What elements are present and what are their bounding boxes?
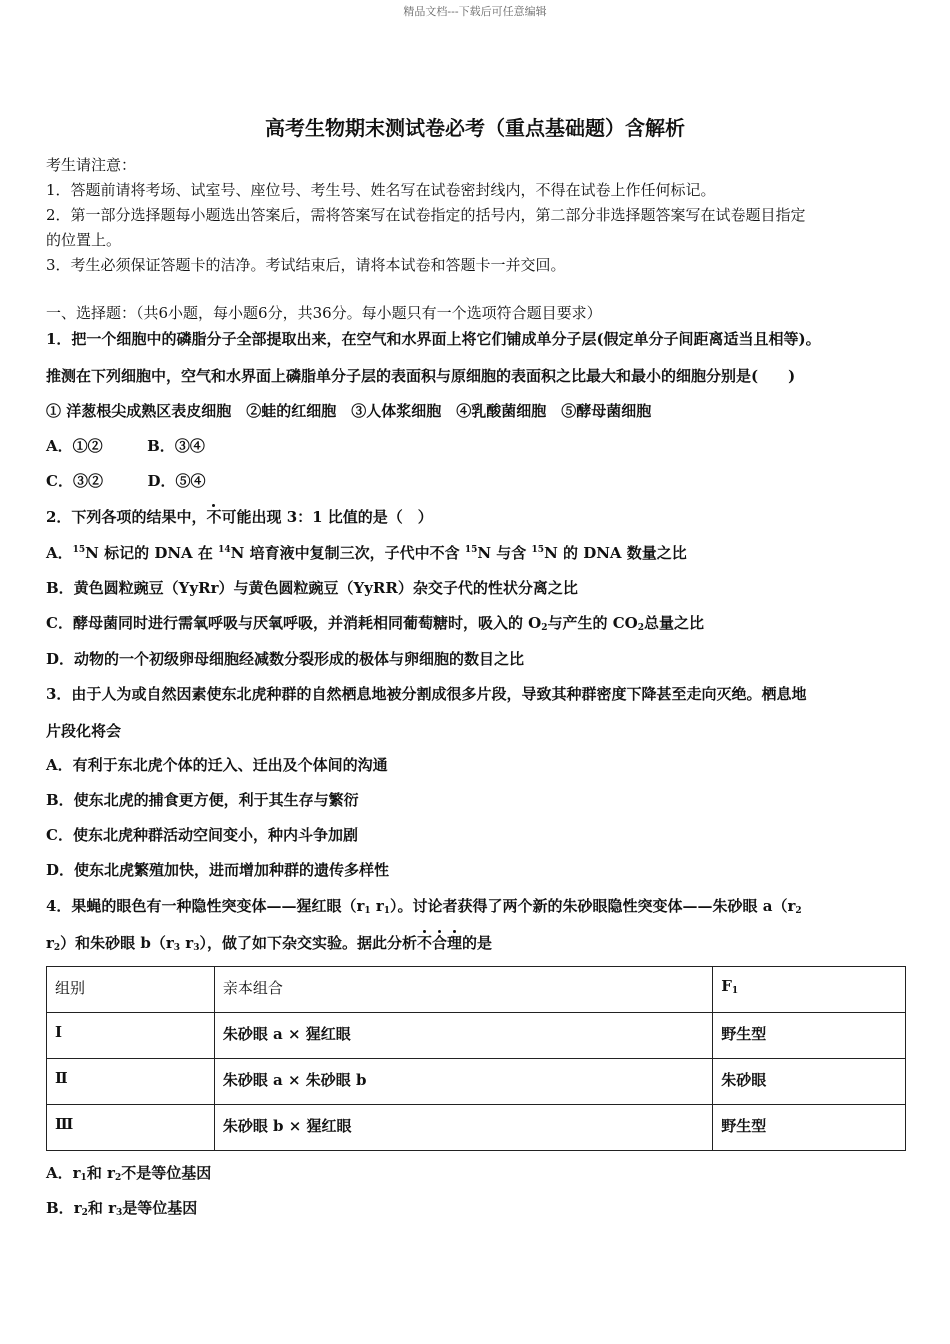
question-1-options-cd xyxy=(46,470,205,491)
question-3-option-d: D．使东北虎繁殖加快，进而增加种群的遗传多样性 xyxy=(46,861,390,879)
stem-text: r xyxy=(370,897,384,915)
table-cell: 朱砂眼 xyxy=(713,1059,906,1105)
document-title: 高考生物期末测试卷必考（重点基础题）含解析 xyxy=(265,116,685,140)
option-text: 是等位基因 xyxy=(122,1199,198,1217)
stem-text: 4．果蝇的眼色有一种隐性突变体——猩红眼（r xyxy=(46,897,365,915)
subscript: 2 xyxy=(81,1208,88,1218)
subscript: 3 xyxy=(116,1208,123,1218)
question-4-stem xyxy=(46,895,802,916)
option-c-label: C． xyxy=(46,472,73,490)
option-text: 和 r xyxy=(87,1199,116,1217)
subscript: 3 xyxy=(173,943,181,953)
notice-item-1: 1．答题前请将考场、试室号、座位号、考生号、姓名写在试卷密封线内，不得在试卷上作任何标记。 xyxy=(46,181,716,199)
question-4-stem-cont xyxy=(46,932,492,953)
option-text: 不是等位基因 xyxy=(121,1164,212,1182)
option-a-text: ①② xyxy=(72,437,103,455)
subscript: 1 xyxy=(383,906,390,916)
option-text: 总量之比 xyxy=(644,614,705,632)
option-text: 和 r xyxy=(86,1164,115,1182)
question-2-option-a xyxy=(46,542,687,563)
subscript: 2 xyxy=(637,623,644,633)
table-cell: Ⅲ xyxy=(47,1105,215,1151)
subscript: 2 xyxy=(53,943,61,953)
emphasis-char: 不 xyxy=(206,508,222,526)
subscript: 1 xyxy=(364,906,371,916)
emphasis-char: 理 xyxy=(447,934,463,952)
subscript: 1 xyxy=(731,986,739,996)
stem-text: 2．下列各项的结果中， xyxy=(46,508,207,526)
isotope-superscript: 15 xyxy=(531,545,545,555)
table-cell: 朱砂眼 a × 朱砂眼 b xyxy=(214,1059,712,1105)
question-3-option-b: B．使东北虎的捕食更方便，利于其生存与繁衍 xyxy=(46,791,359,809)
table-cell: 朱砂眼 a × 猩红眼 xyxy=(214,1013,712,1059)
notice-item-2-cont: 的位置上。 xyxy=(46,231,122,249)
question-2-option-b: B．黄色圆粒豌豆（YyRr）与黄色圆粒豌豆（YyRR）杂交子代的性状分离之比 xyxy=(46,579,578,597)
question-3-option-a: A．有利于东北虎个体的迁入、迁出及个体间的沟通 xyxy=(46,756,388,774)
option-a-label: A． xyxy=(46,437,73,455)
notice-item-3: 3．考生必须保证答题卡的洁净。考试结束后，请将本试卷和答题卡一并交回。 xyxy=(46,256,566,274)
option-text: N 的 DNA 数量之比 xyxy=(544,544,687,562)
question-4-option-a xyxy=(46,1162,211,1183)
header-parents: 亲本组合 xyxy=(214,967,712,1013)
section-heading: 一、选择题：（共6小题，每小题6分，共36分。每小题只有一个选项符合题目要求） xyxy=(46,304,602,322)
option-label: A． xyxy=(46,1164,73,1182)
option-b-text: ③④ xyxy=(174,437,205,455)
cross-experiment-table xyxy=(46,966,906,1151)
stem-text: r xyxy=(180,934,194,952)
question-3-option-c: C．使东北虎种群活动空间变小，种内斗争加剧 xyxy=(46,826,358,844)
subscript: 2 xyxy=(114,1173,122,1183)
subscript: 2 xyxy=(795,906,802,916)
stem-text: 可能出现 3：1 比值的是（ ） xyxy=(221,508,433,526)
question-1-stem-cont: 推测在下列细胞中，空气和水界面上磷脂单分子层的表面积与原细胞的表面积之比最大和最小的细胞分别是( ) xyxy=(46,367,796,385)
isotope-superscript: 15 xyxy=(72,545,86,555)
option-text: r xyxy=(73,1199,82,1217)
table-cell: 野生型 xyxy=(713,1013,906,1059)
stem-text: r xyxy=(46,934,54,952)
subscript: 3 xyxy=(193,943,200,953)
emphasis-char: 合 xyxy=(431,934,447,952)
table-cell: 野生型 xyxy=(713,1105,906,1151)
option-text: 与产生的 CO xyxy=(547,614,638,632)
question-1-options-ab xyxy=(46,435,205,456)
table-row xyxy=(47,1105,906,1151)
isotope-superscript: 14 xyxy=(218,545,231,555)
header-f1-base: F xyxy=(721,977,732,995)
question-2-stem xyxy=(46,506,433,527)
option-text: N 与含 xyxy=(477,544,532,562)
option-d-text: ⑤④ xyxy=(175,472,206,490)
page-watermark: 精品文档---下载后可任意编辑 xyxy=(403,5,547,18)
subscript: 2 xyxy=(541,623,548,633)
option-text: N 标记的 DNA 在 xyxy=(85,544,219,562)
table-cell: I xyxy=(47,1013,215,1059)
notice-heading: 考生请注意： xyxy=(46,156,137,174)
stem-text: ），做了如下杂交实验。据此分析 xyxy=(199,934,417,952)
stem-text: 的是 xyxy=(462,934,493,952)
question-1-cell-list: ① 洋葱根尖成熟区表皮细胞 ②蛙的红细胞 ③人体浆细胞 ④乳酸菌细胞 ⑤酵母菌细胞 xyxy=(46,402,652,420)
option-label: B． xyxy=(46,1199,74,1217)
table-row xyxy=(47,1013,906,1059)
question-2-option-d: D．动物的一个初级卵母细胞经减数分裂形成的极体与卵细胞的数目之比 xyxy=(46,650,525,668)
question-1-stem: 1．把一个细胞中的磷脂分子全部提取出来，在空气和水界面上将它们铺成单分子层(假定单分子间距离适当且相等)。 xyxy=(46,330,821,348)
subscript: 1 xyxy=(80,1173,87,1183)
stem-text: ）和朱砂眼 b（r xyxy=(60,934,174,952)
question-3-stem: 3．由于人为或自然因素使东北虎种群的自然栖息地被分割成很多片段，导致其种群密度下降甚至走向灭绝。栖息地 xyxy=(46,685,807,703)
question-3-stem-cont: 片段化将会 xyxy=(46,722,122,740)
option-text: r xyxy=(72,1164,81,1182)
option-text: C．酵母菌同时进行需氧呼吸与厌氧呼吸，并消耗相同葡萄糖时，吸入的 O xyxy=(46,614,542,632)
stem-text: ）。讨论者获得了两个新的朱砂眼隐性突变体——朱砂眼 a（r xyxy=(390,897,796,915)
option-b-label: B． xyxy=(147,437,175,455)
option-c-text: ③② xyxy=(72,472,103,490)
notice-item-2: 2．第一部分选择题每小题选出答案后，需将答案写在试卷指定的括号内，第二部分非选择题答案写在试卷题目指定 xyxy=(46,206,806,224)
option-text: N 培育液中复制三次，子代中不含 xyxy=(230,544,465,562)
table-cell: Ⅱ xyxy=(47,1059,215,1105)
option-label: A． xyxy=(46,544,73,562)
table-cell: 朱砂眼 b × 猩红眼 xyxy=(214,1105,712,1151)
question-4-option-b xyxy=(46,1197,197,1218)
table-row xyxy=(47,1059,906,1105)
header-f1 xyxy=(713,967,906,1013)
isotope-superscript: 15 xyxy=(464,545,478,555)
header-group: 组别 xyxy=(47,967,215,1013)
question-2-option-c xyxy=(46,612,704,633)
table-header-row xyxy=(47,967,906,1013)
option-d-label: D． xyxy=(147,472,176,490)
emphasis-char: 不 xyxy=(416,934,432,952)
